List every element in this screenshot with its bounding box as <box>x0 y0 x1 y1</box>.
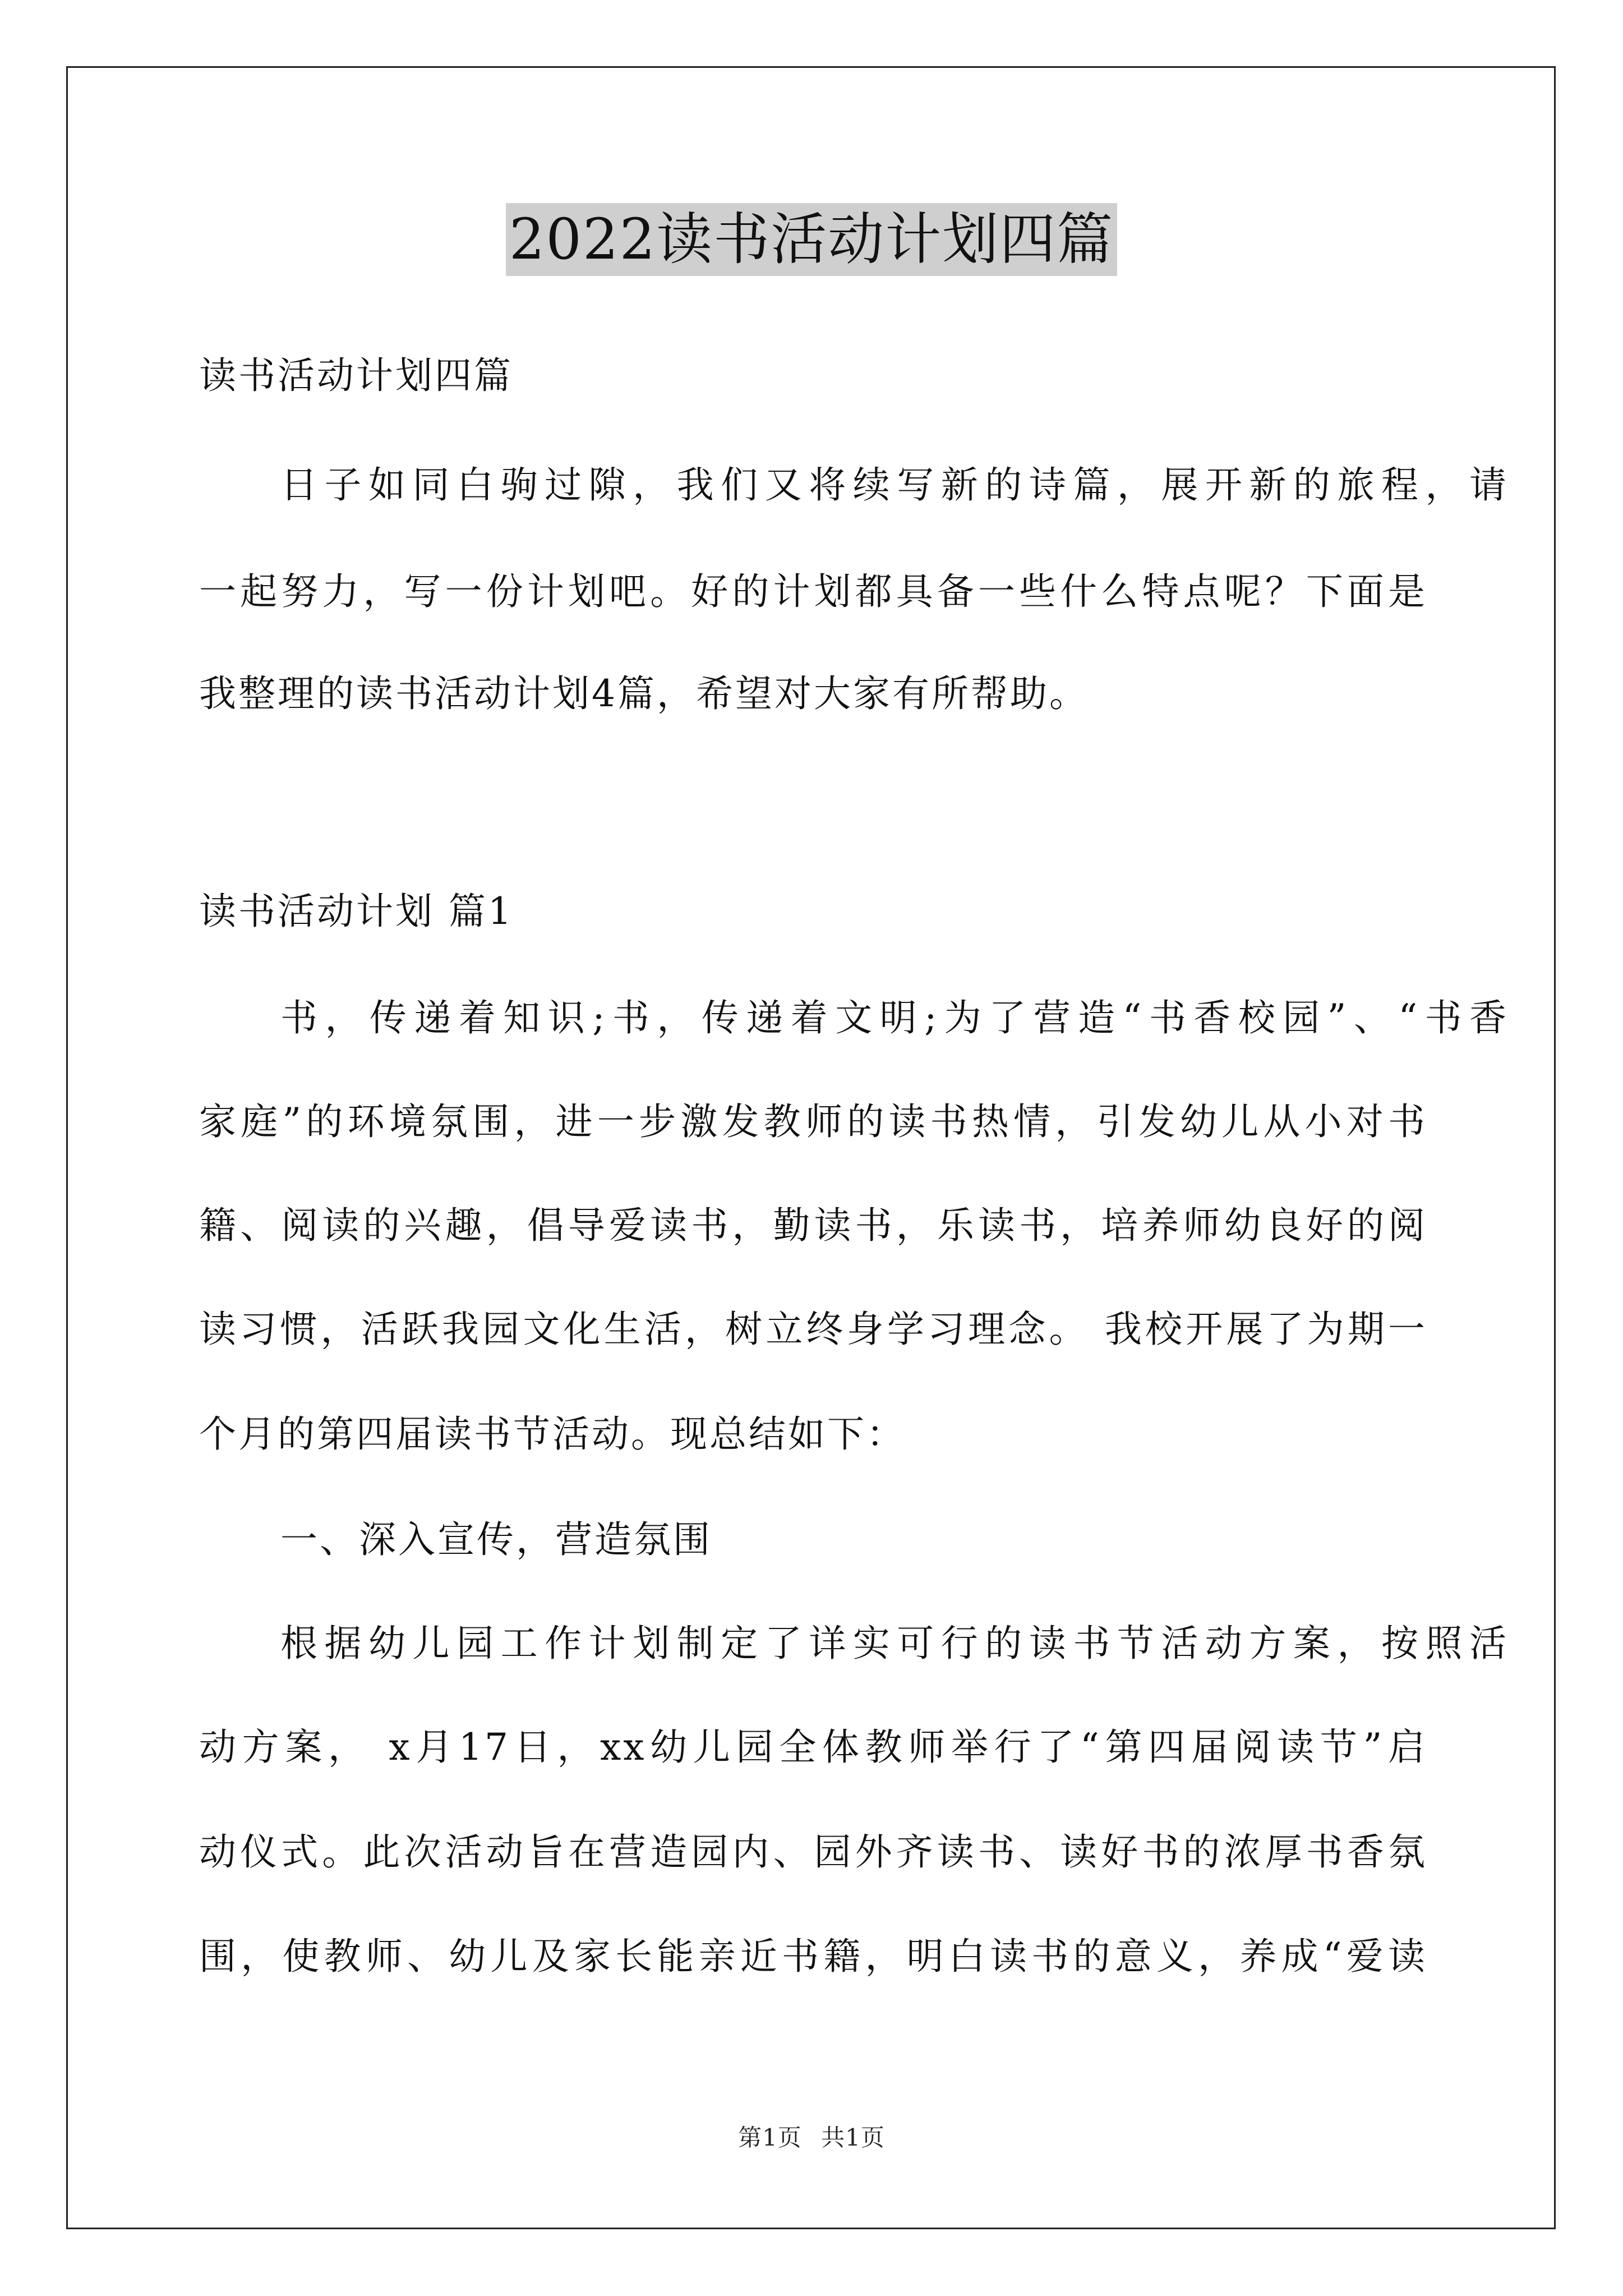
subtitle: 读书活动计划四篇 <box>199 354 513 397</box>
sub-heading: 一、深入宣传，营造氛围 <box>280 1518 712 1561</box>
page-footer <box>0 2119 1623 2153</box>
paragraph-line: 围，使教师、幼儿及家长能亲近书籍，明白读书的意义，养成“爱读 <box>199 1935 1427 1978</box>
paragraph-line: 个月的第四届读书节活动。现总结如下： <box>199 1412 906 1456</box>
document-title: 2022读书活动计划四篇 <box>506 203 1118 276</box>
paragraph-line: 家庭”的环境氛围，进一步激发教师的读书热情，引发幼儿从小对书 <box>199 1100 1427 1143</box>
paragraph-line: 读习惯，活跃我园文化生活，树立终身学习理念。 我校开展了为期一 <box>199 1308 1427 1351</box>
title-area <box>0 203 1623 276</box>
paragraph-line: 根据幼儿园工作计划制定了详实可行的读书节活动方案，按照活 <box>280 1622 1509 1665</box>
section-heading: 读书活动计划 篇1 <box>199 890 514 933</box>
intro-line: 日子如同白驹过隙，我们又将续写新的诗篇，展开新的旅程，请 <box>280 463 1509 507</box>
page-total: 共1页 <box>821 2124 885 2151</box>
paragraph-line: 动方案， x月17日，xx幼儿园全体教师举行了“第四届阅读节”启 <box>199 1726 1427 1769</box>
paragraph-line: 动仪式。此次活动旨在营造园内、园外齐读书、读好书的浓厚书香氛 <box>199 1830 1427 1874</box>
paragraph-line: 籍、阅读的兴趣，倡导爱读书，勤读书，乐读书，培养师幼良好的阅 <box>199 1204 1427 1247</box>
intro-line: 我整理的读书活动计划4篇，希望对大家有所帮助。 <box>199 672 1089 715</box>
intro-line: 一起努力，写一份计划吧。好的计划都具备一些什么特点呢？下面是 <box>199 570 1427 613</box>
paragraph-line: 书，传递着知识;书，传递着文明;为了营造“书香校园”、“书香 <box>280 996 1509 1039</box>
page-number: 第1页 <box>738 2124 802 2151</box>
